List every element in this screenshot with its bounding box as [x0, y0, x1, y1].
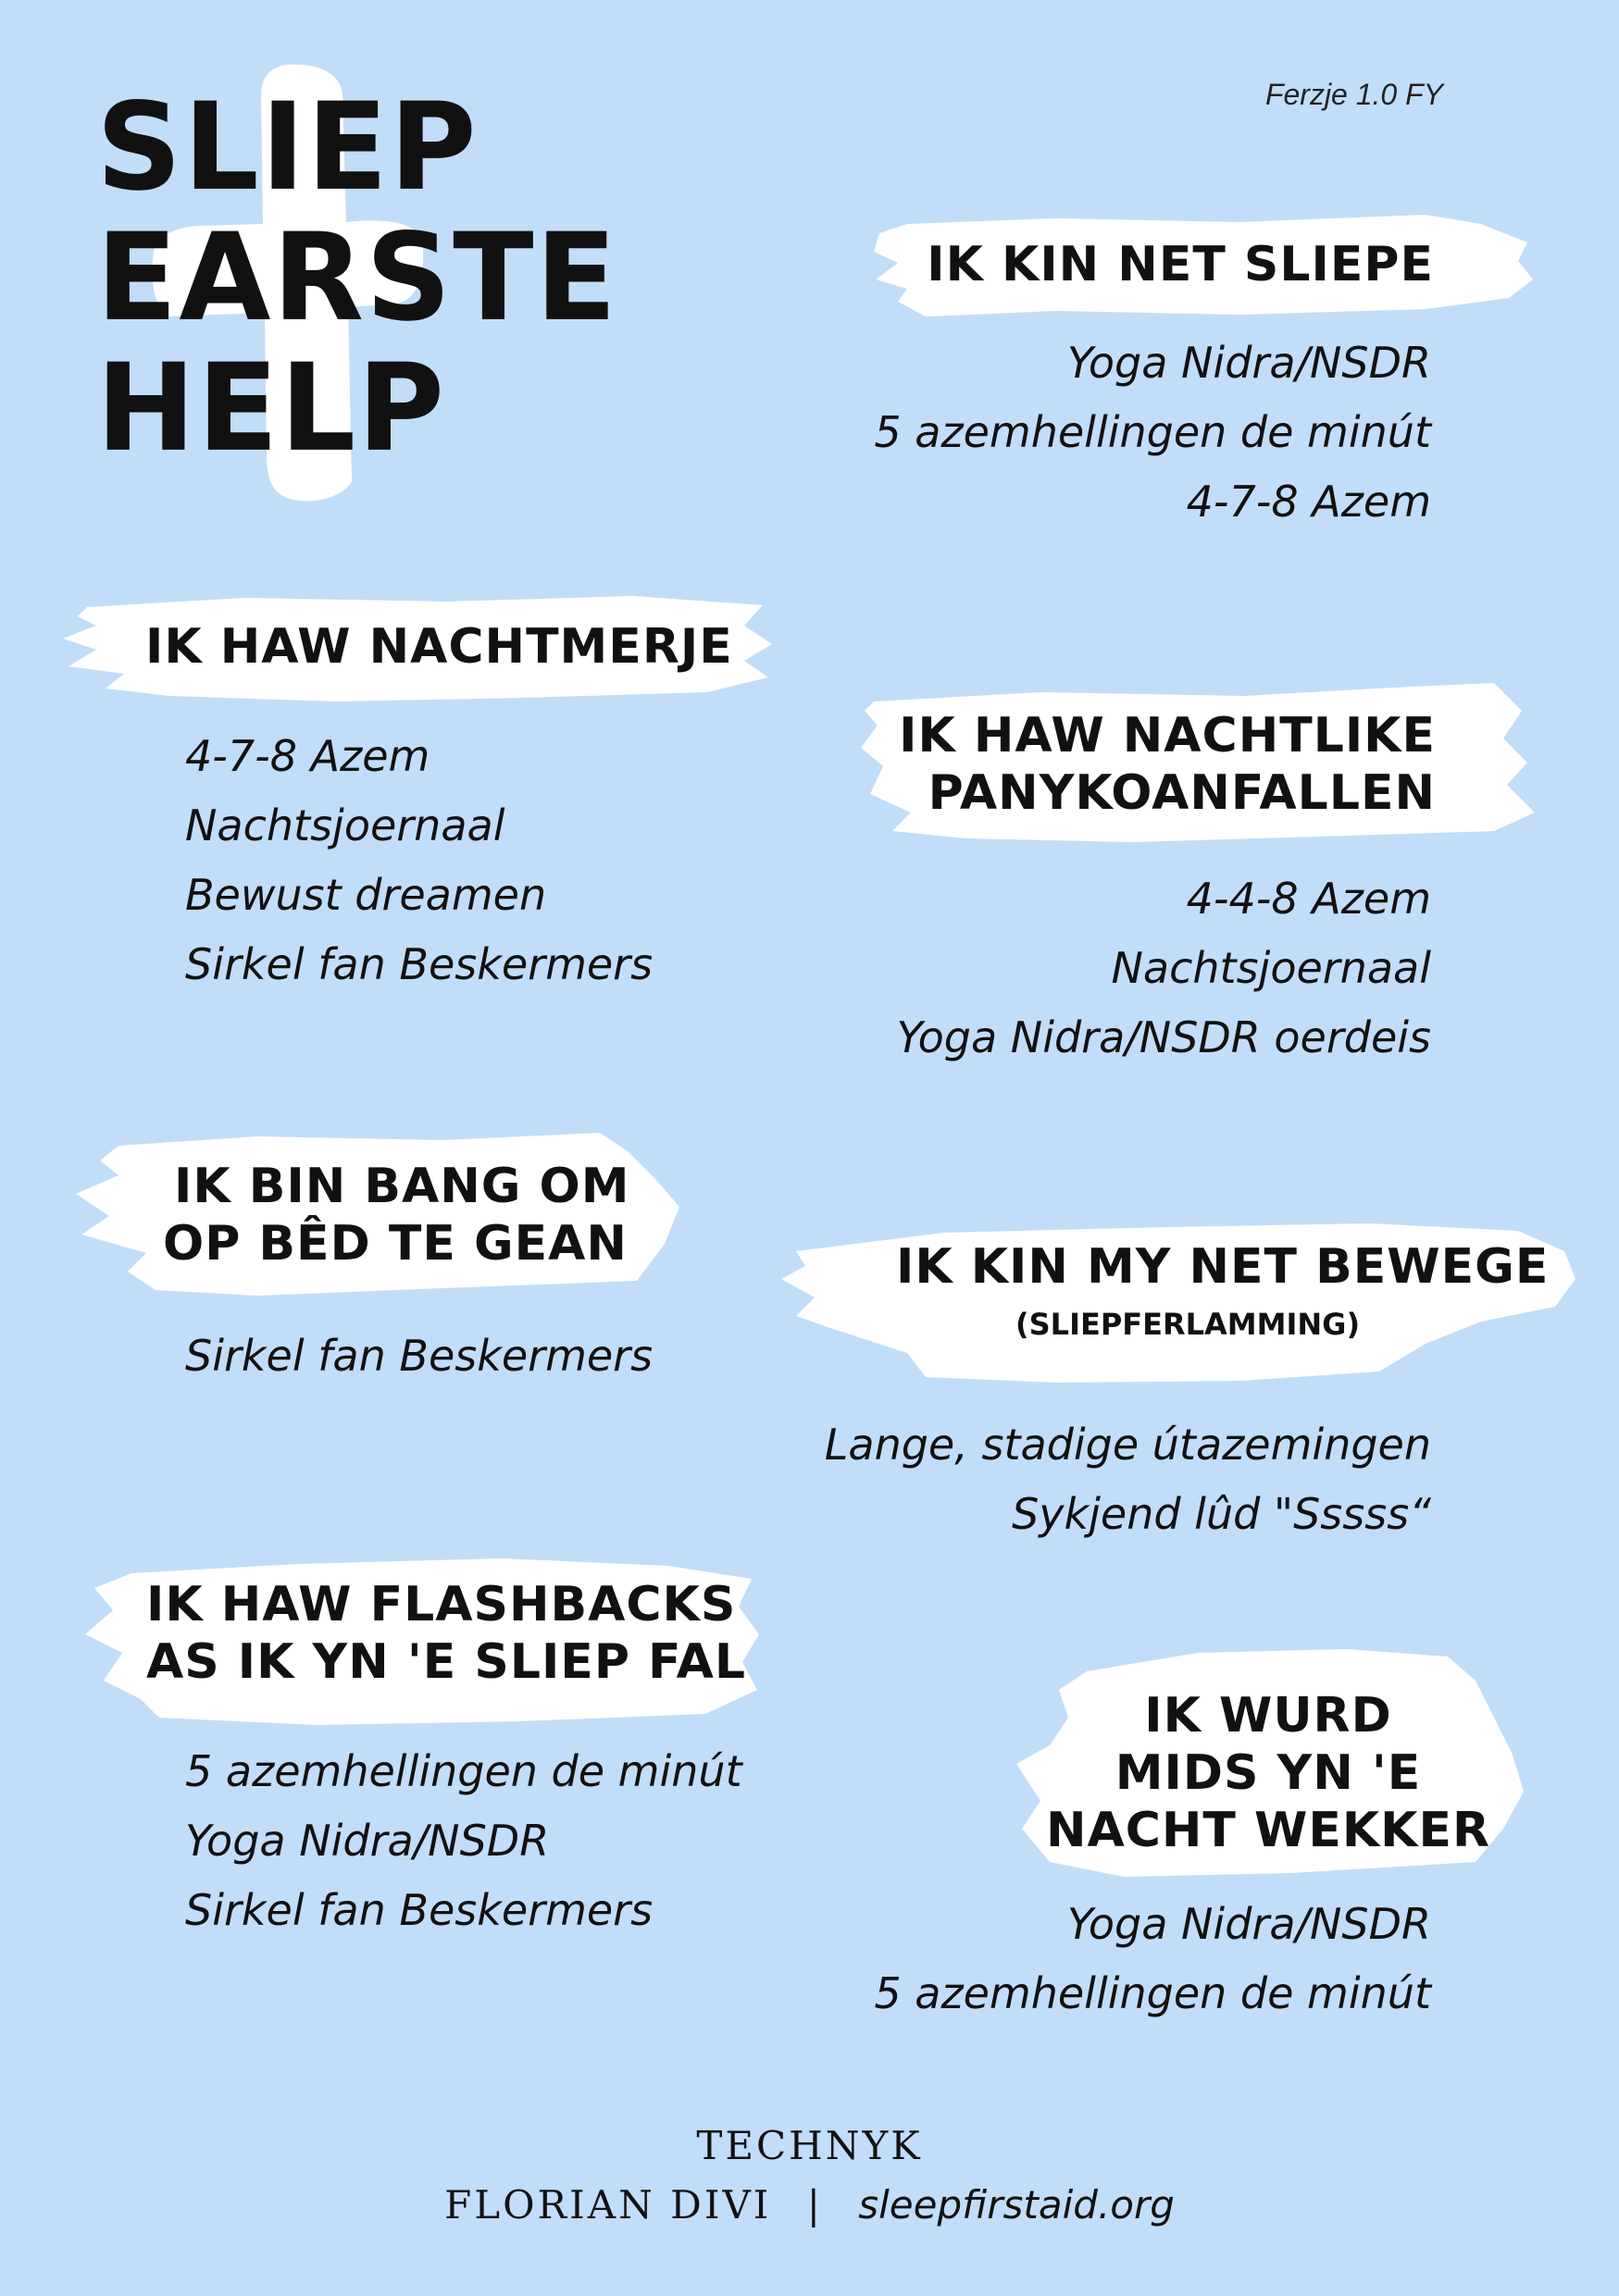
- section-items-3: [897, 864, 1431, 1073]
- section-items-1: [874, 329, 1431, 537]
- version-label: Ferzje 1.0 FY: [1264, 78, 1443, 111]
- list-item: Yoga Nidra/NSDR oerdeis: [896, 1012, 1431, 1062]
- footer-url-link[interactable]: sleepfirstaid.org: [858, 2182, 1175, 2228]
- list-item: 5 azemhellingen de minút: [185, 1746, 742, 1796]
- section-items-7: [874, 1890, 1431, 2029]
- list-item: Lange, stadige útazemingen: [824, 1420, 1431, 1470]
- section-heading-7: IK WURD MIDS YN 'E NACHT WEKKER: [1045, 1688, 1491, 1858]
- section-items-4: [185, 1322, 653, 1391]
- section-items-5: [825, 1410, 1431, 1549]
- footer-credits: [0, 2182, 1619, 2228]
- list-item: Nachtsjoernaal: [1111, 943, 1431, 993]
- list-item: Sykjend lûd "Sssss“: [1012, 1489, 1431, 1539]
- section-heading-2: IK HAW NACHTMERJE: [145, 619, 733, 675]
- footer-technique-label: TECHNYK: [696, 2123, 923, 2168]
- footer-author: FLORIAN DIVI: [444, 2182, 772, 2228]
- section-items-2: [185, 722, 653, 999]
- section-items-6: [185, 1737, 742, 1945]
- list-item: Yoga Nidra/NSDR: [1066, 338, 1431, 388]
- list-item: Yoga Nidra/NSDR: [1066, 1899, 1431, 1949]
- section-heading-5: IK KIN MY NET BEWEGE: [896, 1239, 1550, 1295]
- section-heading-6: IK HAW FLASHBACKS AS IK YN 'E SLIEP FAL: [146, 1577, 746, 1690]
- list-item: Sirkel fan Beskermers: [185, 1885, 654, 1935]
- list-item: Sirkel fan Beskermers: [185, 939, 654, 989]
- list-item: Yoga Nidra/NSDR: [185, 1816, 550, 1866]
- footer-separator: |: [806, 2182, 823, 2228]
- title-line-3: HELP: [96, 338, 446, 479]
- list-item: 5 azemhellingen de minút: [874, 407, 1431, 457]
- list-item: 4-4-8 Azem: [1186, 874, 1431, 924]
- list-item: Nachtsjoernaal: [185, 800, 505, 850]
- title-line-2: EARSTE: [96, 207, 618, 349]
- list-item: 4-7-8 Azem: [1186, 477, 1431, 527]
- list-item: 5 azemhellingen de minút: [874, 1968, 1431, 2018]
- section-heading-3: IK HAW NACHTLIKE PANYKOANFALLEN: [899, 708, 1436, 821]
- list-item: Bewust dreamen: [185, 870, 547, 920]
- section-heading-4: IK BIN BANG OM OP BÊD TE GEAN: [163, 1159, 630, 1272]
- list-item: Sirkel fan Beskermers: [185, 1331, 654, 1381]
- title-line-1: SLIEP: [96, 77, 479, 218]
- section-heading-1: IK KIN NET SLIEPE: [927, 237, 1434, 292]
- list-item: 4-7-8 Azem: [185, 731, 430, 781]
- section-subheading-5: (SLIEPFERLAMMING): [1015, 1307, 1361, 1342]
